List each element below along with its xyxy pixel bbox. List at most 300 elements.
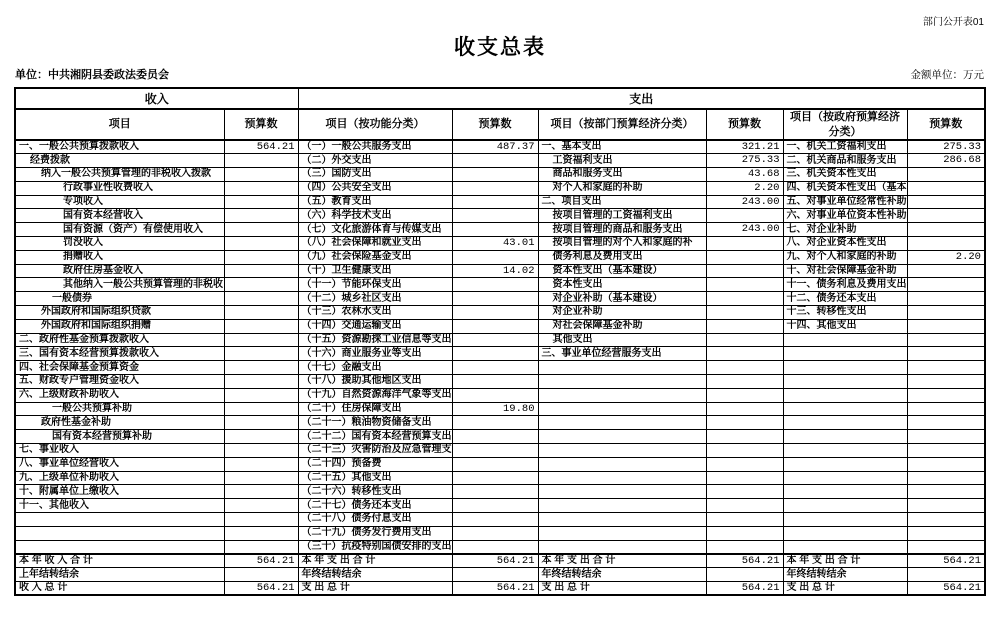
functional-item-label: （十八）援助其他地区支出 [298, 375, 452, 389]
table-row [15, 444, 985, 458]
functional-item-value [452, 168, 538, 182]
income-summary-value [224, 568, 298, 582]
govt-econ-summary-value [907, 568, 985, 582]
govt-econ-item-label: 五、对事业单位经常性补助 [783, 195, 907, 209]
functional-item-value [452, 333, 538, 347]
income-item-value [224, 250, 298, 264]
dept-econ-item-value [706, 388, 783, 402]
functional-item-label: （十一）节能环保支出 [298, 278, 452, 292]
functional-item-label: （二十七）债务还本支出 [298, 499, 452, 513]
govt-econ-item-value: 275.33 [907, 140, 985, 154]
functional-item-value [452, 457, 538, 471]
functional-item-value [452, 513, 538, 527]
dept-econ-item-label [538, 402, 706, 416]
functional-item-label: （九）社会保险基金支出 [298, 250, 452, 264]
income-item-value [224, 402, 298, 416]
income-item-label [15, 540, 224, 554]
table-row [15, 306, 985, 320]
income-item-label: 八、事业单位经营收入 [15, 457, 224, 471]
column-header-1: 预算数 [224, 109, 298, 140]
dept-econ-item-value [706, 402, 783, 416]
govt-econ-item-value [907, 485, 985, 499]
dept-econ-item-label: 按项目管理的工资福利支出 [538, 209, 706, 223]
functional-item-label: （二）外交支出 [298, 154, 452, 168]
summary-row [15, 582, 985, 596]
table-row [15, 237, 985, 251]
functional-item-label: （八）社会保障和就业支出 [298, 237, 452, 251]
functional-item-value: 43.01 [452, 237, 538, 251]
table-row [15, 250, 985, 264]
govt-econ-item-value [907, 457, 985, 471]
income-summary-label: 收 入 总 计 [15, 582, 224, 596]
govt-econ-item-value [907, 333, 985, 347]
dept-econ-item-label [538, 499, 706, 513]
govt-econ-item-value: 2.20 [907, 250, 985, 264]
govt-econ-item-value: 286.68 [907, 154, 985, 168]
meta-row [15, 66, 984, 82]
govt-econ-item-label [783, 540, 907, 554]
table-row [15, 485, 985, 499]
dept-econ-item-value [706, 209, 783, 223]
govt-econ-item-label [783, 471, 907, 485]
column-header-6: 项目（按政府预算经济分类） [783, 109, 907, 140]
table-row [15, 264, 985, 278]
govt-econ-item-value [907, 223, 985, 237]
functional-item-label: （二十四）预备费 [298, 457, 452, 471]
functional-item-label: （十五）资源勘探工业信息等支出 [298, 333, 452, 347]
functional-item-value: 487.37 [452, 140, 538, 154]
dept-econ-item-label: 按项目管理的对个人和家庭的补 [538, 237, 706, 251]
dept-econ-item-value [706, 485, 783, 499]
govt-econ-item-value [907, 319, 985, 333]
govt-econ-item-value [907, 540, 985, 554]
functional-item-label: （七）文化旅游体育与传媒支出 [298, 223, 452, 237]
functional-item-value [452, 250, 538, 264]
functional-item-value [452, 223, 538, 237]
income-item-value [224, 237, 298, 251]
dept-econ-item-label [538, 361, 706, 375]
functional-item-label: （二十二）国有资本经营预算支出 [298, 430, 452, 444]
dept-econ-item-label: 工资福利支出 [538, 154, 706, 168]
dept-econ-summary-value: 564.21 [706, 582, 783, 596]
table-row [15, 499, 985, 513]
table-row [15, 471, 985, 485]
table-row [15, 278, 985, 292]
income-item-value [224, 485, 298, 499]
dept-econ-item-label: 商品和服务支出 [538, 168, 706, 182]
govt-econ-item-label: 八、对企业资本性支出 [783, 237, 907, 251]
income-summary-label: 上年结转结余 [15, 568, 224, 582]
dept-econ-item-label: 按项目管理的商品和服务支出 [538, 223, 706, 237]
table-row [15, 416, 985, 430]
govt-econ-summary-label: 支 出 总 计 [783, 582, 907, 596]
budget-summary-table [14, 87, 986, 596]
dept-econ-item-label [538, 375, 706, 389]
functional-item-label: （十）卫生健康支出 [298, 264, 452, 278]
income-item-value [224, 195, 298, 209]
govt-econ-item-label: 九、对个人和家庭的补助 [783, 250, 907, 264]
income-item-value [224, 154, 298, 168]
govt-econ-item-label: 十、对社会保障基金补助 [783, 264, 907, 278]
govt-econ-item-label [783, 416, 907, 430]
table-row [15, 209, 985, 223]
functional-summary-label: 支 出 总 计 [298, 582, 452, 596]
functional-summary-label: 年终结转结余 [298, 568, 452, 582]
page-title: 收支总表 [454, 36, 546, 59]
budget-table-wrap [14, 87, 986, 596]
column-header-4: 项目（按部门预算经济分类） [538, 109, 706, 140]
income-item-value: 564.21 [224, 140, 298, 154]
dept-econ-item-value [706, 430, 783, 444]
income-item-label: 经费拨款 [15, 154, 224, 168]
govt-econ-item-value [907, 195, 985, 209]
govt-econ-item-label [783, 388, 907, 402]
column-header-row [15, 109, 985, 140]
govt-econ-item-value [907, 181, 985, 195]
functional-summary-label: 本 年 支 出 合 计 [298, 554, 452, 568]
govt-econ-item-label [783, 513, 907, 527]
table-row [15, 223, 985, 237]
govt-econ-item-label: 十四、其他支出 [783, 319, 907, 333]
income-item-label: 行政事业性收费收入 [15, 181, 224, 195]
govt-econ-item-value [907, 402, 985, 416]
dept-econ-item-value [706, 264, 783, 278]
functional-item-value [452, 181, 538, 195]
dept-econ-item-label [538, 444, 706, 458]
govt-econ-item-value [907, 264, 985, 278]
functional-item-value: 14.02 [452, 264, 538, 278]
income-item-value [224, 264, 298, 278]
functional-item-value [452, 347, 538, 361]
functional-item-value [452, 499, 538, 513]
table-row [15, 430, 985, 444]
govt-econ-item-value [907, 237, 985, 251]
functional-summary-value: 564.21 [452, 582, 538, 596]
functional-item-label: （二十九）债务发行费用支出 [298, 526, 452, 540]
dept-econ-item-value [706, 540, 783, 554]
income-group-header: 收入 [15, 88, 298, 109]
income-item-label [15, 526, 224, 540]
dept-econ-item-value [706, 361, 783, 375]
functional-item-label: （十九）自然资源海洋气象等支出 [298, 388, 452, 402]
dept-econ-item-value: 2.20 [706, 181, 783, 195]
functional-item-label: （二十五）其他支出 [298, 471, 452, 485]
dept-econ-item-value [706, 319, 783, 333]
dept-econ-item-label: 一、基本支出 [538, 140, 706, 154]
dept-econ-item-label [538, 388, 706, 402]
dept-econ-item-label [538, 430, 706, 444]
table-row [15, 154, 985, 168]
govt-econ-summary-value: 564.21 [907, 554, 985, 568]
dept-econ-item-value [706, 499, 783, 513]
income-item-value [224, 278, 298, 292]
dept-econ-item-label: 对企业补助 [538, 306, 706, 320]
income-item-value [224, 526, 298, 540]
dept-econ-item-label [538, 485, 706, 499]
functional-item-value [452, 540, 538, 554]
dept-econ-item-label: 债务利息及费用支出 [538, 250, 706, 264]
dept-econ-item-value [706, 416, 783, 430]
functional-item-value [452, 388, 538, 402]
dept-econ-item-label: 对个人和家庭的补助 [538, 181, 706, 195]
dept-econ-item-label: 资本性支出（基本建设） [538, 264, 706, 278]
functional-item-label: （六）科学技术支出 [298, 209, 452, 223]
functional-item-value [452, 292, 538, 306]
income-item-value [224, 375, 298, 389]
dept-econ-item-value [706, 513, 783, 527]
functional-item-label: （三十）抗疫特别国债安排的支出 [298, 540, 452, 554]
column-header-3: 预算数 [452, 109, 538, 140]
govt-econ-item-label: 七、对企业补助 [783, 223, 907, 237]
functional-item-label: （二十六）转移性支出 [298, 485, 452, 499]
income-item-value [224, 306, 298, 320]
functional-item-value [452, 444, 538, 458]
income-item-label: 外国政府和国际组织贷款 [15, 306, 224, 320]
govt-econ-item-value [907, 347, 985, 361]
govt-econ-item-value [907, 513, 985, 527]
govt-econ-item-label: 三、机关资本性支出 [783, 168, 907, 182]
dept-econ-item-label: 三、事业单位经营服务支出 [538, 347, 706, 361]
dept-econ-item-label: 资本性支出 [538, 278, 706, 292]
income-item-label: 外国政府和国际组织捐赠 [15, 319, 224, 333]
dept-econ-summary-label: 支 出 总 计 [538, 582, 706, 596]
table-body [15, 140, 985, 595]
income-item-value [224, 416, 298, 430]
govt-econ-item-label [783, 526, 907, 540]
summary-row [15, 568, 985, 582]
govt-econ-item-value [907, 375, 985, 389]
govt-econ-item-value [907, 444, 985, 458]
income-item-label: 国有资源（资产）有偿使用收入 [15, 223, 224, 237]
dept-econ-item-value [706, 457, 783, 471]
income-summary-value: 564.21 [224, 582, 298, 596]
income-item-value [224, 209, 298, 223]
income-item-label: 罚没收入 [15, 237, 224, 251]
functional-item-value [452, 195, 538, 209]
functional-item-value [452, 319, 538, 333]
govt-econ-item-label: 二、机关商品和服务支出 [783, 154, 907, 168]
dept-econ-item-value [706, 526, 783, 540]
income-item-label: 政府住房基金收入 [15, 264, 224, 278]
govt-econ-item-value [907, 306, 985, 320]
income-item-label [15, 513, 224, 527]
govt-econ-summary-value: 564.21 [907, 582, 985, 596]
table-row [15, 540, 985, 554]
income-item-label: 国有资本经营预算补助 [15, 430, 224, 444]
functional-item-value [452, 306, 538, 320]
income-item-label: 一般公共预算补助 [15, 402, 224, 416]
dept-econ-item-value [706, 250, 783, 264]
income-item-label: 十、附属单位上缴收入 [15, 485, 224, 499]
govt-econ-item-value [907, 416, 985, 430]
income-item-label: 捐赠收入 [15, 250, 224, 264]
govt-econ-item-label [783, 402, 907, 416]
column-header-5: 预算数 [706, 109, 783, 140]
govt-econ-item-label [783, 333, 907, 347]
income-item-value [224, 457, 298, 471]
column-header-2: 项目（按功能分类） [298, 109, 452, 140]
income-item-value [224, 223, 298, 237]
amount-unit-label: 金额单位：万元 [910, 69, 984, 81]
govt-econ-item-value [907, 209, 985, 223]
column-header-7: 预算数 [907, 109, 985, 140]
dept-econ-item-value: 321.21 [706, 140, 783, 154]
govt-econ-summary-label: 年终结转结余 [783, 568, 907, 582]
summary-row [15, 554, 985, 568]
income-item-label: 五、财政专户管理资金收入 [15, 375, 224, 389]
dept-econ-summary-value: 564.21 [706, 554, 783, 568]
functional-item-label: （十三）农林水支出 [298, 306, 452, 320]
govt-econ-item-value [907, 278, 985, 292]
functional-item-label: （二十）住房保障支出 [298, 402, 452, 416]
govt-econ-item-label: 十二、债务还本支出 [783, 292, 907, 306]
income-item-label: 六、上级财政补助收入 [15, 388, 224, 402]
govt-econ-item-label: 十三、转移性支出 [783, 306, 907, 320]
dept-econ-item-label: 对企业补助（基本建设） [538, 292, 706, 306]
functional-item-label: （十六）商业服务业等支出 [298, 347, 452, 361]
dept-econ-item-value [706, 333, 783, 347]
income-item-value [224, 388, 298, 402]
income-item-label: 专项收入 [15, 195, 224, 209]
dept-econ-summary-value [706, 568, 783, 582]
dept-econ-item-value [706, 347, 783, 361]
income-item-value [224, 540, 298, 554]
dept-econ-item-label: 二、项目支出 [538, 195, 706, 209]
table-row [15, 375, 985, 389]
dept-econ-item-value: 243.00 [706, 223, 783, 237]
table-row [15, 333, 985, 347]
govt-econ-item-value [907, 361, 985, 375]
income-item-value [224, 430, 298, 444]
functional-item-value [452, 416, 538, 430]
functional-item-label: （二十三）灾害防治及应急管理支 [298, 444, 452, 458]
dept-econ-item-value [706, 292, 783, 306]
dept-econ-item-value [706, 306, 783, 320]
dept-econ-item-value [706, 444, 783, 458]
income-item-label: 政府性基金补助 [15, 416, 224, 430]
income-summary-value: 564.21 [224, 554, 298, 568]
dept-econ-item-label: 其他支出 [538, 333, 706, 347]
dept-econ-item-label [538, 457, 706, 471]
govt-econ-item-value [907, 526, 985, 540]
dept-econ-summary-label: 年终结转结余 [538, 568, 706, 582]
functional-item-value [452, 430, 538, 444]
table-row [15, 513, 985, 527]
govt-econ-item-label: 四、机关资本性支出（基本 [783, 181, 907, 195]
table-row [15, 319, 985, 333]
functional-item-label: （四）公共安全支出 [298, 181, 452, 195]
table-row [15, 292, 985, 306]
income-item-value [224, 347, 298, 361]
income-item-label: 四、社会保障基金预算资金 [15, 361, 224, 375]
income-summary-label: 本 年 收 入 合 计 [15, 554, 224, 568]
dept-econ-item-label [538, 416, 706, 430]
dept-econ-summary-label: 本 年 支 出 合 计 [538, 554, 706, 568]
table-row [15, 140, 985, 154]
functional-item-label: （十四）交通运输支出 [298, 319, 452, 333]
income-item-label: 一、一般公共预算拨款收入 [15, 140, 224, 154]
dept-econ-item-value: 43.68 [706, 168, 783, 182]
govt-econ-item-value [907, 499, 985, 513]
table-row [15, 195, 985, 209]
functional-summary-value [452, 568, 538, 582]
income-item-label: 九、上级单位补助收入 [15, 471, 224, 485]
income-item-value [224, 513, 298, 527]
dept-econ-item-value [706, 237, 783, 251]
functional-item-label: （二十一）粮油物资储备支出 [298, 416, 452, 430]
functional-item-value [452, 361, 538, 375]
govt-econ-item-label: 六、对事业单位资本性补助 [783, 209, 907, 223]
functional-item-label: （一）一般公共服务支出 [298, 140, 452, 154]
income-item-value [224, 319, 298, 333]
income-item-label: 十一、其他收入 [15, 499, 224, 513]
govt-econ-item-label [783, 485, 907, 499]
functional-item-value [452, 485, 538, 499]
functional-item-value [452, 526, 538, 540]
form-number-label: 部门公开表01 [922, 17, 984, 28]
income-item-value [224, 168, 298, 182]
functional-item-label: （三）国防支出 [298, 168, 452, 182]
income-item-label: 纳入一般公共预算管理的非税收入拨款 [15, 168, 224, 182]
income-item-value [224, 181, 298, 195]
income-item-label: 三、国有资本经营预算拨款收入 [15, 347, 224, 361]
income-item-value [224, 444, 298, 458]
govt-econ-item-label: 十一、债务利息及费用支出 [783, 278, 907, 292]
dept-econ-item-label [538, 540, 706, 554]
functional-summary-value: 564.21 [452, 554, 538, 568]
unit-label: 单位：中共湘阴县委政法委员会 [15, 69, 169, 81]
govt-econ-item-label [783, 430, 907, 444]
table-row [15, 457, 985, 471]
functional-item-label: （十七）金融支出 [298, 361, 452, 375]
dept-econ-item-value: 243.00 [706, 195, 783, 209]
dept-econ-item-value [706, 278, 783, 292]
income-item-label: 七、事业收入 [15, 444, 224, 458]
functional-item-label: （五）教育支出 [298, 195, 452, 209]
govt-econ-item-value [907, 292, 985, 306]
column-header-0: 项目 [15, 109, 224, 140]
functional-item-value [452, 278, 538, 292]
govt-econ-item-value [907, 168, 985, 182]
govt-econ-item-label: 一、机关工资福利支出 [783, 140, 907, 154]
income-item-value [224, 361, 298, 375]
table-row [15, 347, 985, 361]
govt-econ-summary-label: 本 年 支 出 合 计 [783, 554, 907, 568]
dept-econ-item-label [538, 526, 706, 540]
table-row [15, 402, 985, 416]
table-row [15, 361, 985, 375]
dept-econ-item-value: 275.33 [706, 154, 783, 168]
govt-econ-item-label [783, 457, 907, 471]
govt-econ-item-value [907, 471, 985, 485]
functional-item-value [452, 209, 538, 223]
income-item-value [224, 471, 298, 485]
table-row [15, 181, 985, 195]
govt-econ-item-label [783, 347, 907, 361]
table-row [15, 526, 985, 540]
govt-econ-item-value [907, 388, 985, 402]
income-item-label: 国有资本经营收入 [15, 209, 224, 223]
group-header-row [15, 88, 985, 109]
dept-econ-item-label: 对社会保障基金补助 [538, 319, 706, 333]
table-row [15, 388, 985, 402]
income-item-value [224, 333, 298, 347]
expenditure-group-header: 支出 [298, 88, 985, 109]
functional-item-value [452, 154, 538, 168]
table-row [15, 168, 985, 182]
dept-econ-item-value [706, 375, 783, 389]
govt-econ-item-label [783, 375, 907, 389]
